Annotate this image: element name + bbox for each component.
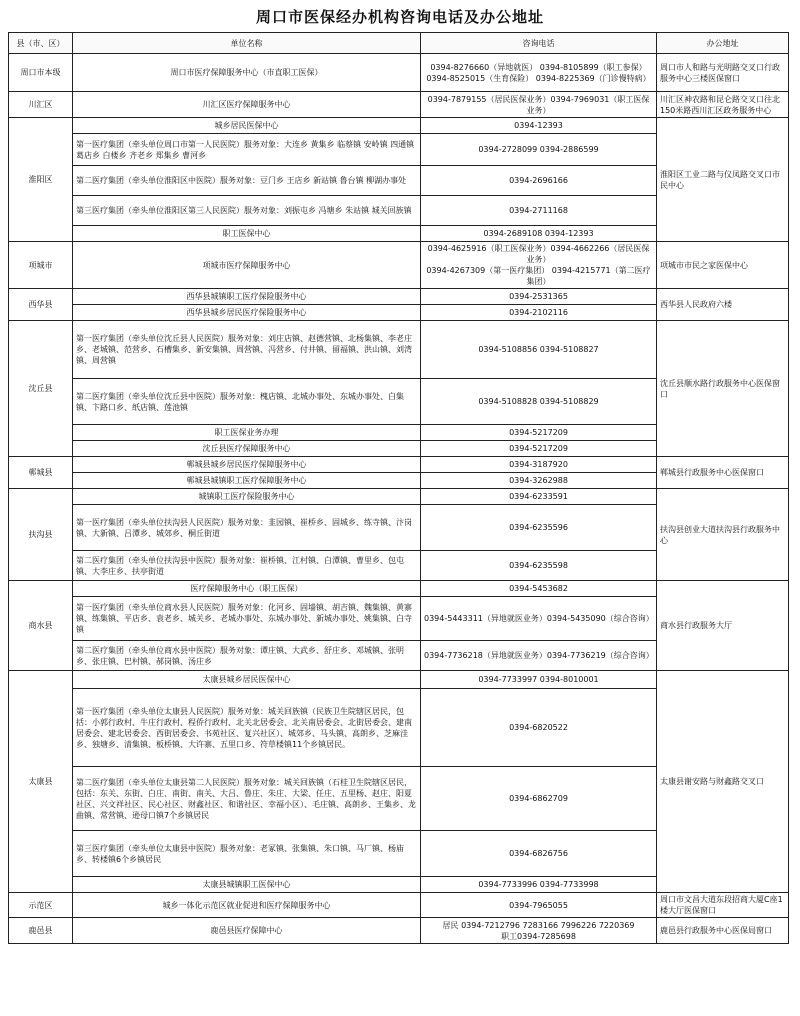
unit-name-cell: 第三医疗集团（牵头单位淮阳区第三人民医院）服务对象：刘振屯乡 冯塘乡 朱站镇 城关回族镇 xyxy=(73,196,421,226)
phone-cell: 0394-7733997 0394-8010001 xyxy=(421,671,657,689)
table-row xyxy=(9,289,789,305)
header-unit-name: 单位名称 xyxy=(73,33,421,54)
table-header-row xyxy=(9,33,789,54)
phone-cell: 0394-7736218（异地就医业务）0394-7736219（综合咨询） xyxy=(421,641,657,671)
unit-name-cell: 太康县城乡居民医保中心 xyxy=(73,671,421,689)
unit-name-cell: 第二医疗集团（牵头单位沈丘县中医院）服务对象：槐店镇、北城办事处、东城办事处、白集镇、卞路口乡、纸店镇、莲池镇 xyxy=(73,379,421,425)
phone-cell: 居民 0394-7212796 7283166 7996226 7220369 职工0394-7285698 xyxy=(421,918,657,944)
header-phone: 咨询电话 xyxy=(421,33,657,54)
unit-name-cell: 项城市医疗保障服务中心 xyxy=(73,242,421,289)
phone-cell: 0394-2102116 xyxy=(421,305,657,321)
table-row xyxy=(9,671,789,689)
address-cell: 鹿邑县行政服务中心医保局窗口 xyxy=(657,918,789,944)
unit-name-cell: 第二医疗集团（牵头单位淮阳区中医院）服务对象：豆门乡 王店乡 新站镇 鲁台镇 柳湖办事处 xyxy=(73,166,421,196)
unit-name-cell: 职工医保业务办理 xyxy=(73,425,421,441)
table-row xyxy=(9,489,789,505)
county-cell: 项城市 xyxy=(9,242,73,289)
county-cell: 川汇区 xyxy=(9,92,73,118)
unit-name-cell: 城乡一体化示范区就业促进和医疗保障服务中心 xyxy=(73,893,421,918)
table-row xyxy=(9,118,789,134)
phone-cell: 0394-6820522 xyxy=(421,689,657,767)
unit-name-cell: 川汇区医疗保障服务中心 xyxy=(73,92,421,118)
phone-cell: 0394-8276660（异地就医） 0394-8105899（职工参保） 0394-8525015（生育保险） 0394-8225369（门诊慢特病） xyxy=(421,54,657,92)
address-cell: 太康县谢安路与财鑫路交叉口 xyxy=(657,671,789,893)
table-row xyxy=(9,54,789,92)
unit-name-cell: 第二医疗集团（牵头单位太康县第二人民医院）服务对象：城关回族镇（石桂卫生院辖区居民，包括：东关、东街、白庄、南街、南关、大吕、鲁庄、朱庄、大梁、任庄、五里杨、赵庄、阳夏社区、兴文祥社区、民心社区、财鑫社区、和谐社区、幸福小区）、毛庄镇、高朗乡、王集乡、龙曲镇、常营镇、逊母口镇7个乡镇居民 xyxy=(73,767,421,831)
unit-name-cell: 西华县城乡居民医疗保险服务中心 xyxy=(73,305,421,321)
unit-name-cell: 第二医疗集团（牵头单位商水县中医院）服务对象：谭庄镇、大武乡、舒庄乡、邓城镇、张明乡、张庄镇、巴村镇、郝岗镇、汤庄乡 xyxy=(73,641,421,671)
phone-cell: 0394-6235596 xyxy=(421,505,657,551)
unit-name-cell: 太康县城镇职工医保中心 xyxy=(73,877,421,893)
unit-name-cell: 西华县城镇职工医疗保险服务中心 xyxy=(73,289,421,305)
table-row xyxy=(9,457,789,473)
table-row xyxy=(9,581,789,597)
county-cell: 淮阳区 xyxy=(9,118,73,242)
phone-cell: 0394-5453682 xyxy=(421,581,657,597)
unit-name-cell: 郸城县城乡居民医疗保障服务中心 xyxy=(73,457,421,473)
county-cell: 西华县 xyxy=(9,289,73,321)
county-cell: 太康县 xyxy=(9,671,73,893)
unit-name-cell: 第一医疗集团（牵头单位商水县人民医院）服务对象：化河乡、固墙镇、胡吉镇、魏集镇、黄寨镇、练集镇、平店乡、袁老乡、城关乡、老城办事处、东城办事处、新城办事处、姚集镇、白寺镇 xyxy=(73,597,421,641)
phone-cell: 0394-5217209 xyxy=(421,425,657,441)
phone-cell: 0394-3262988 xyxy=(421,473,657,489)
unit-name-cell: 城镇职工医疗保险服务中心 xyxy=(73,489,421,505)
header-address: 办公地址 xyxy=(657,33,789,54)
unit-name-cell: 周口市医疗保障服务中心（市直职工医保） xyxy=(73,54,421,92)
phone-cell: 0394-12393 xyxy=(421,118,657,134)
table-row xyxy=(9,242,789,289)
phone-cell: 0394-7879155（居民医保业务）0394-7969031（职工医保业务） xyxy=(421,92,657,118)
table-row xyxy=(9,893,789,918)
unit-name-cell: 第一医疗集团（牵头单位周口市第一人民医院）服务对象：大连乡 黄集乡 临蔡镇 安岭镇 四通镇 葛店乡 白楼乡 齐老乡 郑集乡 曹河乡 xyxy=(73,134,421,166)
unit-name-cell: 沈丘县医疗保障服务中心 xyxy=(73,441,421,457)
address-cell: 沈丘县顺水路行政服务中心医保窗口 xyxy=(657,321,789,457)
phone-cell: 0394-4625916（职工医保业务）0394-4662266（居民医保业务） 0394-4267309（第一医疗集团） 0394-4215771（第二医疗集团） xyxy=(421,242,657,289)
phone-cell: 0394-3187920 xyxy=(421,457,657,473)
table-row xyxy=(9,92,789,118)
address-cell: 淮阳区工业二路与仪凤路交叉口市民中心 xyxy=(657,118,789,242)
address-cell: 扶沟县创业大道扶沟县行政服务中心 xyxy=(657,489,789,581)
unit-name-cell: 第三医疗集团（牵头单位太康县中医院）服务对象：老冢镇、张集镇、朱口镇、马厂镇、杨庙乡、转楼镇6个乡镇居民 xyxy=(73,831,421,877)
phone-cell: 0394-2728099 0394-2886599 xyxy=(421,134,657,166)
table-row xyxy=(9,918,789,944)
unit-name-cell: 第一医疗集团（牵头单位沈丘县人民医院）服务对象：刘庄店镇、赵德营镇、北杨集镇、李老庄乡、老城镇、范营乡、石槽集乡、新安集镇、周营镇、冯营乡、付井镇、留福镇、洪山镇、刘湾镇、周营镇 xyxy=(73,321,421,379)
county-cell: 商水县 xyxy=(9,581,73,671)
county-cell: 郸城县 xyxy=(9,457,73,489)
phone-cell: 0394-6826756 xyxy=(421,831,657,877)
page-title: 周口市医保经办机构咨询电话及办公地址 xyxy=(255,8,544,26)
phone-cell: 0394-2711168 xyxy=(421,196,657,226)
address-cell: 西华县人民政府六楼 xyxy=(657,289,789,321)
phone-cell: 0394-5217209 xyxy=(421,441,657,457)
phone-cell: 0394-5108828 0394-5108829 xyxy=(421,379,657,425)
phone-cell: 0394-2531365 xyxy=(421,289,657,305)
county-cell: 沈丘县 xyxy=(9,321,73,457)
phone-cell: 0394-7965055 xyxy=(421,893,657,918)
unit-name-cell: 城乡居民医保中心 xyxy=(73,118,421,134)
phone-cell: 0394-5443311（异地就医业务）0394-5435090（综合咨询） xyxy=(421,597,657,641)
unit-name-cell: 第一医疗集团（牵头单位扶沟县人民医院）服务对象：韭园镇、崔桥乡、固城乡、练寺镇、汴岗镇、大新镇、吕潭乡、城郊乡、桐丘街道 xyxy=(73,505,421,551)
unit-name-cell: 郸城县城镇职工医疗保障服务中心 xyxy=(73,473,421,489)
address-cell: 川汇区神农路和昆仑路交叉口往北150米路西川汇区政务服务中心 xyxy=(657,92,789,118)
county-cell: 周口市本级 xyxy=(9,54,73,92)
table-body xyxy=(9,54,789,944)
contact-table-wrapper xyxy=(8,32,789,944)
address-cell: 项城市市民之家医保中心 xyxy=(657,242,789,289)
address-cell: 周口市人和路与光明路交叉口行政服务中心三楼医保窗口 xyxy=(657,54,789,92)
unit-name-cell: 第一医疗集团（牵头单位太康县人民医院）服务对象：城关回族镇（民族卫生院辖区居民，包括：小郭行政村、牛庄行政村、程侨行政村、北关北居委会、北关南居委会、北街居委会、建南居委会、建北居委会、西街居委会、书苑社区、复兴社区）、城郊乡、马头镇、高朗乡、芝麻洼乡、独塘乡、清集镇、板桥镇、大许寨、五里口乡、符草楼镇11个乡镇居民。 xyxy=(73,689,421,767)
phone-cell: 0394-6235598 xyxy=(421,551,657,581)
header-county: 县（市、区） xyxy=(9,33,73,54)
table-row xyxy=(9,321,789,379)
unit-name-cell: 职工医保中心 xyxy=(73,226,421,242)
county-cell: 鹿邑县 xyxy=(9,918,73,944)
contact-table xyxy=(8,32,789,944)
county-cell: 示范区 xyxy=(9,893,73,918)
unit-name-cell: 医疗保障服务中心（职工医保） xyxy=(73,581,421,597)
address-cell: 周口市文昌大道东段招商大厦C座1楼大厅医保窗口 xyxy=(657,893,789,918)
unit-name-cell: 第二医疗集团（牵头单位扶沟县中医院）服务对象：崔桥镇、江村镇、白潭镇、曹里乡、包屯镇、大李庄乡、扶亭街道 xyxy=(73,551,421,581)
phone-cell: 0394-6862709 xyxy=(421,767,657,831)
unit-name-cell: 鹿邑县医疗保障中心 xyxy=(73,918,421,944)
phone-cell: 0394-7733996 0394-7733998 xyxy=(421,877,657,893)
address-cell: 郸城县行政服务中心医保窗口 xyxy=(657,457,789,489)
phone-cell: 0394-2689108 0394-12393 xyxy=(421,226,657,242)
phone-cell: 0394-2696166 xyxy=(421,166,657,196)
county-cell: 扶沟县 xyxy=(9,489,73,581)
phone-cell: 0394-6233591 xyxy=(421,489,657,505)
phone-cell: 0394-5108856 0394-5108827 xyxy=(421,321,657,379)
address-cell: 商水县行政服务大厅 xyxy=(657,581,789,671)
